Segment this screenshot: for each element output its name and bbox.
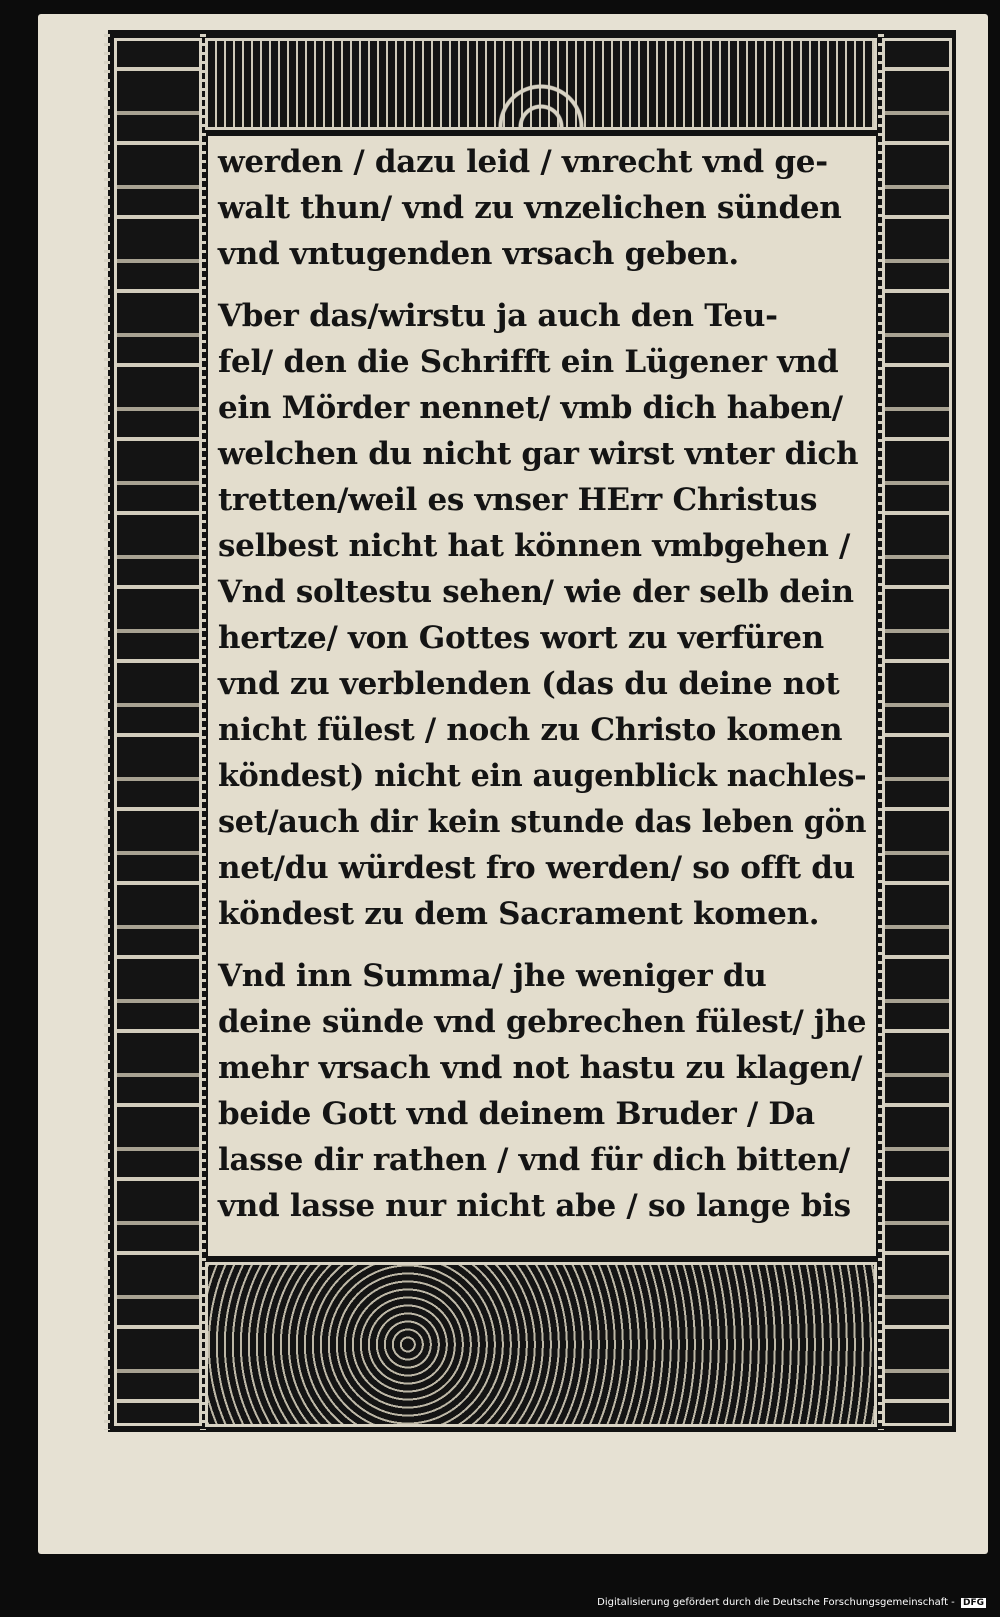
text-line: welchen du nicht gar wirst vnter dich: [218, 436, 859, 472]
text-line: deine sünde vnd gebrechen fülest/ jhe: [218, 1004, 867, 1040]
text-block: [208, 136, 876, 1256]
text-line: nicht fülest / noch zu Christo komen: [218, 712, 843, 748]
text-line: tretten/weil es vnser HErr Christus: [218, 482, 818, 518]
text-line: köndest) nicht ein augenblick nachles-: [218, 758, 867, 794]
text-line: set/auch dir kein stunde das leben gön: [218, 804, 867, 840]
text-line: Vnd soltestu sehen/ wie der selb dein: [218, 574, 854, 610]
text-line: beide Gott vnd deinem Bruder / Da: [218, 1096, 815, 1132]
text-line: werden / dazu leid / vnrecht vnd ge-: [218, 144, 828, 180]
text-line: vnd lasse nur nicht abe / so lange bis: [218, 1188, 851, 1224]
inner-left-dotted-rule: [200, 34, 206, 1430]
bottom-ornament-panel: [205, 1262, 877, 1427]
top-ornament-panel: [205, 38, 877, 130]
left-dotted-rule: [104, 34, 110, 1430]
left-column-ornament: [114, 38, 202, 1426]
text-line: walt thun/ vnd zu vnzelichen sünden: [218, 190, 842, 226]
text-line: ein Mörder nennet/ vmb dich haben/: [218, 390, 843, 426]
text-line: Vber das/wirstu ja auch den Teu-: [218, 298, 778, 334]
dfg-logo-icon: DFG: [962, 1598, 984, 1608]
text-line: fel/ den die Schrifft ein Lügener vnd: [218, 344, 839, 380]
text-line: vnd zu verblenden (das du deine not: [218, 666, 840, 702]
funding-credit: [597, 1597, 986, 1608]
text-line: selbest nicht hat können vmbgehen /: [218, 528, 851, 564]
text-line: mehr vrsach vnd not hastu zu klagen/: [218, 1050, 863, 1086]
inner-right-dotted-rule: [878, 34, 884, 1430]
text-line: hertze/ von Gottes wort zu verfüren: [218, 620, 824, 656]
text-line: lasse dir rathen / vnd für dich bitten/: [218, 1142, 850, 1178]
text-line: net/du würdest fro werden/ so offt du: [218, 850, 855, 886]
text-line: vnd vntugenden vrsach geben.: [218, 236, 739, 272]
funding-credit-text: Digitalisierung gefördert durch die Deutsche Forschungsgemeinschaft -: [597, 1597, 955, 1608]
right-column-ornament: [882, 38, 952, 1426]
text-line: Vnd inn Summa/ jhe weniger du: [218, 958, 767, 994]
text-line: köndest zu dem Sacrament komen.: [218, 896, 820, 932]
